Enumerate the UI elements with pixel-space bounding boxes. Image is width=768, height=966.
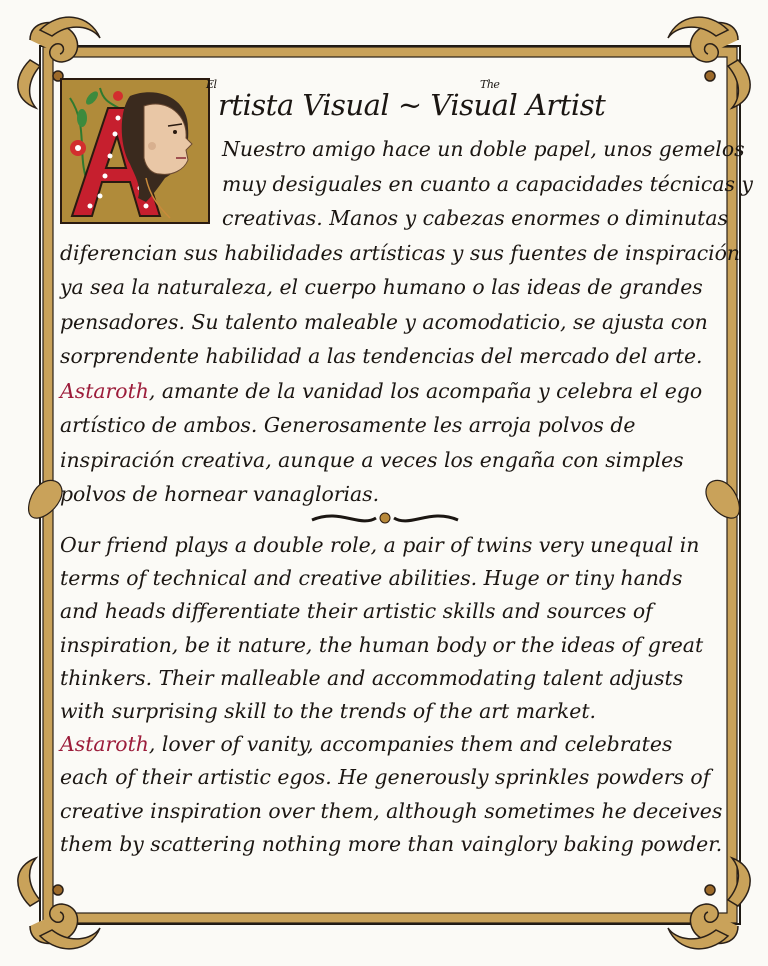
spanish-line: sorprendente habilidad a las tendencias del mercado del arte.: [60, 344, 703, 368]
illuminated-letter-a-icon: [60, 78, 210, 224]
english-line: inspiration, be it nature, the human body or the ideas of great: [60, 632, 704, 657]
demon-name-astaroth: Astaroth: [60, 732, 149, 757]
page-title: [206, 78, 606, 122]
corner-ornament-bottom-right: [668, 858, 750, 949]
title-text: rtista Visual ~ Visual Artist: [218, 88, 606, 122]
english-line: and heads differentiate their artistic skills and sources of: [60, 599, 653, 624]
spanish-line: pensadores. Su talento maleable y acomodaticio, se ajusta con: [60, 309, 708, 334]
english-line-text: , lover of vanity, accompanies them and celebrates: [148, 732, 673, 757]
flourish-divider-icon: [310, 508, 460, 528]
demon-name-astaroth: Astaroth: [60, 378, 149, 403]
corner-ornament-top-right: [668, 17, 750, 108]
spanish-line: muy desiguales en cuanto a capacidades técnicas y: [222, 171, 753, 196]
spanish-line: [60, 378, 702, 404]
english-line: each of their artistic egos. He generously sprinkles powders of: [60, 765, 711, 790]
english-line: terms of technical and creative abilities. Huge or tiny hands: [60, 566, 683, 591]
spanish-line: inspiración creativa, aunque a veces los engaña con simples: [60, 447, 684, 472]
title-article-the: The: [480, 78, 500, 91]
side-ornament-left: [29, 480, 62, 518]
title-article-el: El: [206, 78, 217, 91]
english-line: Our friend plays a double role, a pair of twins very unequal in: [60, 533, 700, 557]
english-line: creative inspiration over them, although sometimes he deceives: [60, 798, 723, 823]
illuminated-initial: [60, 78, 210, 224]
english-line: thinkers. Their malleable and accommodating talent adjusts: [60, 665, 684, 690]
spanish-line: polvos de hornear vanaglorias.: [60, 482, 380, 506]
spanish-line: creativas. Manos y cabezas enormes o diminutas: [222, 206, 728, 230]
english-line: with surprising skill to the trends of the art market.: [60, 699, 597, 723]
spanish-line: Nuestro amigo hace un doble papel, unos gemelos: [222, 137, 745, 161]
english-line: [60, 731, 672, 757]
spanish-line: diferencian sus habilidades artísticas y sus fuentes de inspiración: [60, 240, 741, 265]
corner-ornament-bottom-left: [18, 858, 100, 949]
spanish-line-text: , amante de la vanidad los acompaña y celebra el ego: [148, 378, 703, 403]
english-line: them by scattering nothing more than vainglory baking powder.: [60, 831, 723, 856]
spanish-line: ya sea la naturaleza, el cuerpo humano o las ideas de grandes: [60, 275, 703, 299]
spanish-line: artístico de ambos. Generosamente les arroja polvos de: [60, 413, 636, 437]
